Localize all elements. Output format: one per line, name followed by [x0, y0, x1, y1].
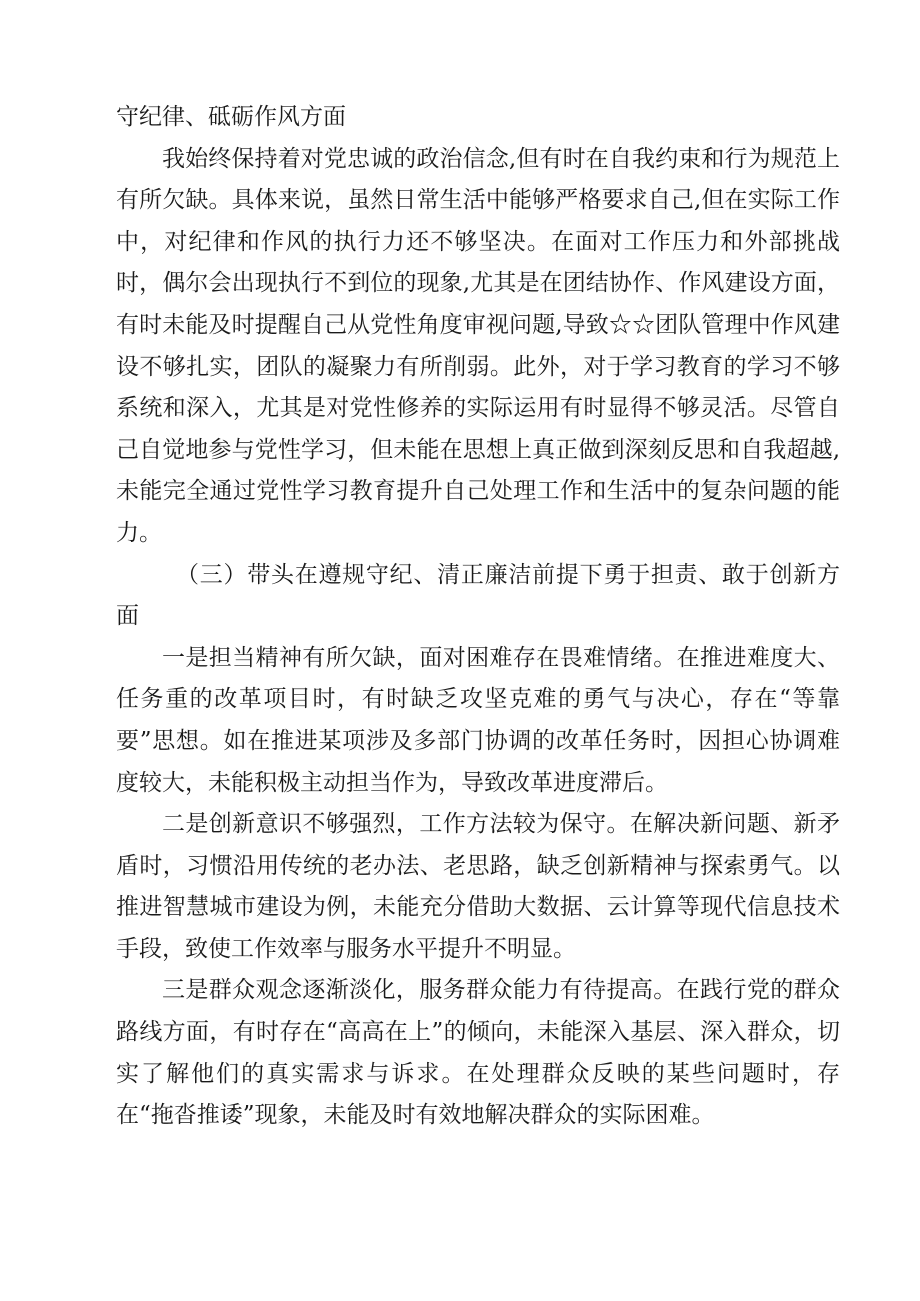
paragraph-point-2: 二是创新意识不够强烈，工作方法较为保守。在解决新问题、新矛盾时，习惯沿用传统的老办法、老思路，缺乏创新精神与探索勇气。以推进智慧城市建设为例，未能充分借助大数据、云计算等现代信息技术手段，致使工作效率与服务水平提升不明显。 [116, 811, 840, 962]
section-heading-3: （三）带头在遵规守纪、清正廉洁前提下勇于担责、敢于创新方面 [116, 561, 840, 630]
paragraph-point-1: 一是担当精神有所欠缺，面对困难存在畏难情绪。在推进难度大、任务重的改革项目时，有时缺乏攻坚克难的勇气与决心，存在“等靠要”思想。如在推进某项涉及多部门协调的改革任务时，因担心协调难度较大，未能积极主动担当作为，导致改革进度滞后。 [116, 644, 840, 796]
paragraph-continuation: 守纪律、砥砺作风方面 [116, 104, 346, 130]
paragraph-discipline: 我始终保持着对党忠诚的政治信念,但有时在自我约束和行为规范上有所欠缺。具体来说，虽然日常生活中能够严格要求自己,但在实际工作中，对纪律和作风的执行力还不够坚决。在面对工作压力和外部挑战时，偶尔会出现执行不到位的现象,尤其是在团结协作、作风建设方面，有时未能及时提醒自己从党性角度审视问题,导致☆☆团队管理中作风建设不够扎实，团队的凝聚力有所削弱。此外，对于学习教育的学习不够系统和深入，尤其是对党性修养的实际运用有时显得不够灵活。尽管自己自觉地参与党性学习，但未能在思想上真正做到深刻反思和自我超越,未能完全通过党性学习教育提升自己处理工作和生活中的复杂问题的能力。 [116, 145, 840, 546]
paragraph-point-3: 三是群众观念逐渐淡化，服务群众能力有待提高。在践行党的群众路线方面，有时存在“高高在上”的倾向，未能深入基层、深入群众，切实了解他们的真实需求与诉求。在处理群众反映的某些问题时，存在“拖沓推诿”现象，未能及时有效地解决群众的实际困难。 [116, 977, 840, 1129]
